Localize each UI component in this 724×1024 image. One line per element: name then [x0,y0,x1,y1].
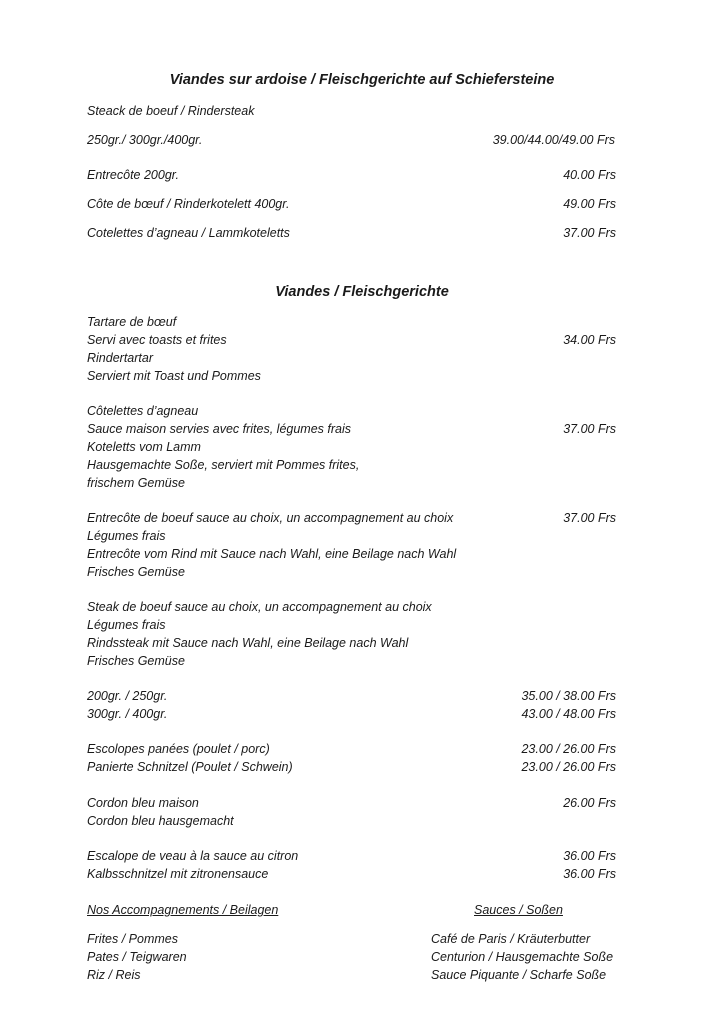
side-item: Riz / Reis [87,968,141,982]
sauce-item: Centurion / Hausgemachte Soße [431,950,614,964]
menu-item-line: Légumes frais [87,529,166,543]
menu-item-name: Panierte Schnitzel (Poulet / Schwein) [87,760,293,774]
menu-item-line: Côtelettes d’agneau [87,404,199,418]
menu-item-price: 37.00 Frs [563,511,616,525]
menu-item-line: Hausgemachte Soße, serviert mit Pommes frites, [87,458,360,472]
menu-item-line: Frisches Gemüse [87,654,185,668]
menu-item-line: Légumes frais [87,618,166,632]
menu-item-line: Cordon bleu hausgemacht [87,814,234,828]
menu-item-price: 23.00 / 26.00 Frs [521,742,616,756]
menu-item-price: 36.00 Frs [563,867,616,881]
section2-title: Viandes / Fleischgerichte [275,284,449,300]
menu-item-price: 34.00 Frs [563,333,616,347]
menu-item-line: Koteletts vom Lamm [87,440,201,454]
menu-item-price: 49.00 Frs [563,197,616,211]
sauce-item: Sauce Piquante / Scharfe Soße [431,968,607,982]
menu-item-price: 23.00 / 26.00 Frs [521,760,616,774]
menu-item-line: Steak de boeuf sauce au choix, un accompagnement au choix [87,600,432,614]
menu-item-price: 43.00 / 48.00 Frs [521,707,616,721]
menu-item-line: Sauce maison servies avec frites, légumes frais [87,422,351,436]
menu-item-line: frischem Gemüse [87,476,185,490]
menu-item-name: 300gr. / 400gr. [87,707,168,721]
menu-item-name: Entrecôte 200gr. [87,168,179,182]
sauce-item: Café de Paris / Kräuterbutter [431,932,591,946]
menu-item-name: Cotelettes d’agneau / Lammkoteletts [87,226,290,240]
menu-item-line: Tartare de bœuf [87,315,177,329]
menu-item-name: 250gr./ 300gr./400gr. [87,133,203,147]
section1-title: Viandes sur ardoise / Fleischgerichte auf Schiefersteine [169,72,555,88]
menu-item-price: 36.00 Frs [563,849,616,863]
menu-item-line: Rindssteak mit Sauce nach Wahl, eine Beilage nach Wahl [87,636,409,650]
sides-heading: Nos Accompagnements / Beilagen [87,903,279,917]
menu-item-line: Rindertartar [87,351,153,365]
menu-item-name: Escolopes panées (poulet / porc) [87,742,270,756]
menu-item-price: 35.00 / 38.00 Frs [521,689,616,703]
sauces-heading: Sauces / Soßen [474,903,563,917]
menu-item-price: 37.00 Frs [563,226,616,240]
menu-item-price: 26.00 Frs [563,796,616,810]
menu-item-line: Cordon bleu maison [87,796,199,810]
menu-item-line: Servi avec toasts et frites [87,333,227,347]
menu-item-name: Côte de bœuf / Rinderkotelett 400gr. [87,197,290,211]
menu-item-price: 39.00/44.00/49.00 Frs [492,133,615,147]
menu-item-price: 37.00 Frs [563,422,616,436]
menu-item-name: 200gr. / 250gr. [87,689,168,703]
menu-item-line: Entrecôte de boeuf sauce au choix, un accompagnement au choix [87,511,454,525]
menu-item-line: Frisches Gemüse [87,565,185,579]
menu-item-line: Serviert mit Toast und Pommes [87,369,261,383]
menu-item-line: Entrecôte vom Rind mit Sauce nach Wahl, eine Beilage nach Wahl [87,547,457,561]
menu-item-price: 40.00 Frs [563,168,616,182]
menu-item-name: Escalope de veau à la sauce au citron [87,849,299,863]
side-item: Pates / Teigwaren [87,950,187,964]
side-item: Frites / Pommes [87,932,178,946]
menu-item-name: Steack de boeuf / Rindersteak [87,104,255,118]
menu-item-name: Kalbsschnitzel mit zitronensauce [87,867,269,881]
